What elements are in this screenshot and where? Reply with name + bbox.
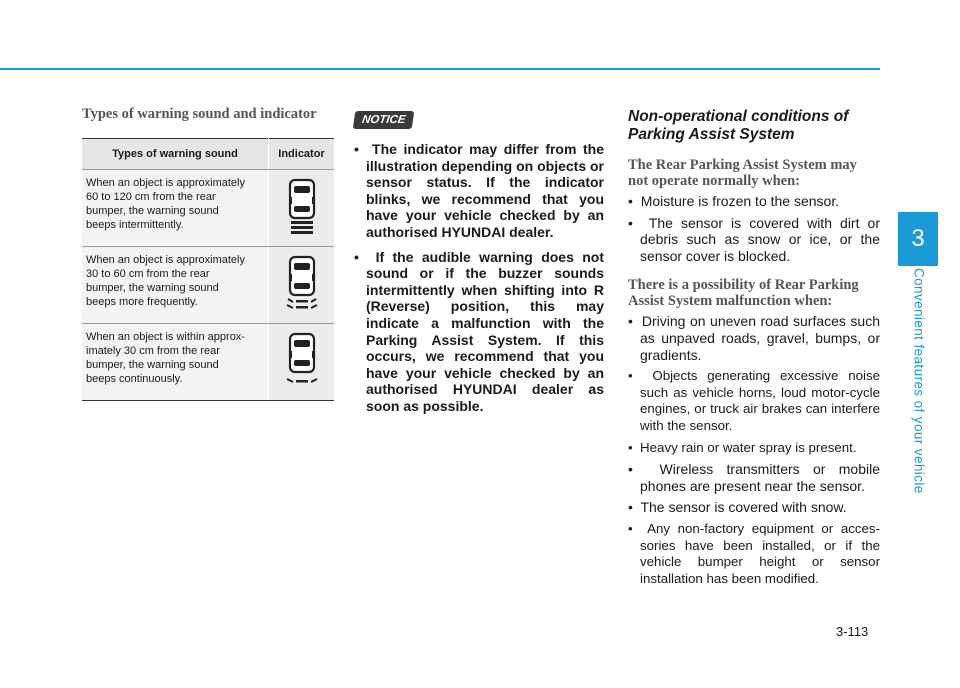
list-item: • Any non-factory equipment or acces-sories have been installed, or if the vehicle bumper height or sensor installation has been modified. xyxy=(628,520,880,586)
chapter-title: Convenient features of your vehicle xyxy=(911,268,927,494)
table-cell-description: When an object is within approx- imately 30 cm from the rear bumper, the warning sound beeps continuously. xyxy=(82,324,269,401)
table-header-indicator: Indicator xyxy=(269,139,335,170)
car-rear-2-stage-icon xyxy=(269,247,335,324)
list-item: • If the audible warning does not sound or if the buzzer sounds intermittently when shifting into R (Reverse) position, this may indicate a malfunction with the Parking Assist System. If this occurs, we recommend that you have your vehicle checked by an authorised HYUNDAI dealer as soon as possible. xyxy=(354,248,604,414)
non-operational-section xyxy=(628,108,880,592)
list-item: • Heavy rain or water spray is present. xyxy=(628,439,857,455)
list-item: • Objects generating excessive noise such as vehicle horns, loud motor-cycle engines, or truck air brakes can interfere with the sensor. xyxy=(628,368,880,433)
notice-section xyxy=(354,110,604,423)
list-item: • Driving on uneven road surfaces such as unpaved roads, gravel, bumps, or gradients. xyxy=(628,313,880,363)
section-heading: Non-operational conditions of Parking Assist System xyxy=(628,108,849,143)
notice-badge: NOTICE xyxy=(353,111,415,129)
page-number: 3-113 xyxy=(836,624,869,639)
condition-list xyxy=(628,193,880,264)
list-item: • The sensor is covered with snow. xyxy=(628,499,847,516)
chapter-number-tab: 3 xyxy=(898,212,938,266)
table-header-sound: Types of warning sound xyxy=(82,139,269,170)
notice-list xyxy=(354,141,604,415)
table-cell-description: When an object is approximately 30 to 60 cm from the rear bumper, the warning sound beeps more frequently. xyxy=(82,247,269,324)
malfunction-list xyxy=(628,313,880,587)
list-item: • Moisture is frozen to the sensor. xyxy=(628,193,840,209)
list-item: • The sensor is covered with dirt or debris such as snow or ice, or the sensor cover is blocked. xyxy=(628,214,880,264)
list-item: • Wireless transmitters or mobile phones are present near the sensor. xyxy=(628,461,880,494)
header-rule xyxy=(0,68,880,70)
subsection-heading: The Rear Parking Assist System may not operate normally when: xyxy=(628,157,857,189)
table-row xyxy=(82,247,334,324)
table-row xyxy=(82,324,334,401)
car-rear-1-stage-icon xyxy=(269,170,335,247)
table-cell-description: When an object is approximately 60 to 120 cm from the rear bumper, the warning sound beeps intermittently. xyxy=(82,170,269,247)
car-rear-3-stage-icon xyxy=(269,324,335,401)
section-heading: Types of warning sound and indicator xyxy=(82,106,317,122)
subsection-heading: There is a possibility of Rear Parking Assist System malfunction when: xyxy=(628,277,859,310)
warning-table xyxy=(82,138,334,401)
list-item: • The indicator may differ from the illustration depending on objects or sensor status. If the indicator blinks, we recommend that you have your vehicle checked by an authorised HYUNDAI dealer. xyxy=(354,141,605,240)
table-row xyxy=(82,170,334,247)
warning-types-section xyxy=(82,106,334,401)
